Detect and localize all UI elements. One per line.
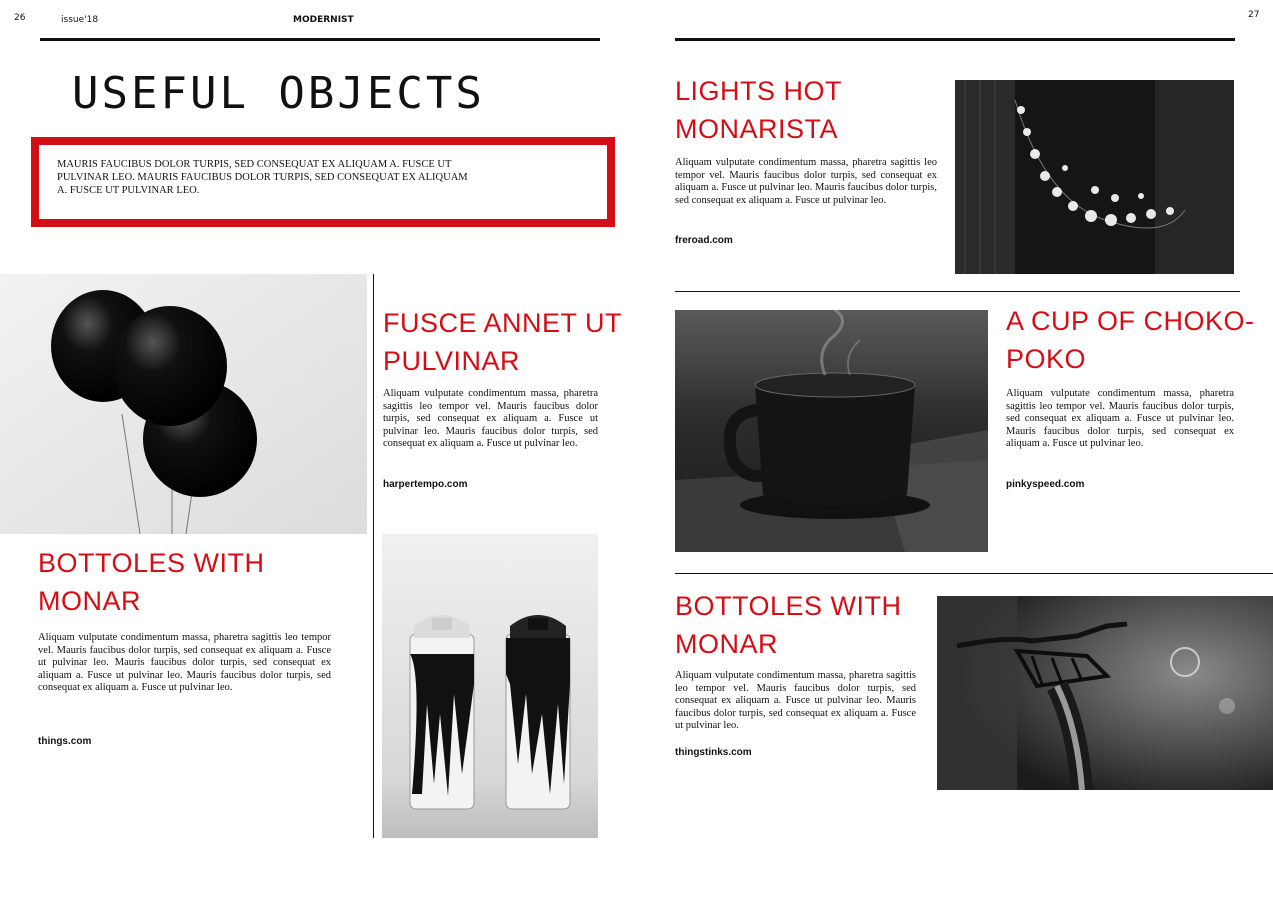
article-title-line1: FUSCE ANNET UT <box>383 308 623 338</box>
spray-cans-photo <box>382 534 598 838</box>
article-title-line1: A CUP OF CHOKO- <box>1006 306 1255 336</box>
article-site: freroad.com <box>675 235 733 246</box>
magazine-name: MODERNIST <box>293 15 354 25</box>
article-title-line2: POKO <box>1006 344 1087 374</box>
right-rule-2 <box>675 573 1273 574</box>
article-title-line2: MONARISTA <box>675 114 839 144</box>
article-title-line1: BOTTOLES WITH <box>38 548 265 578</box>
article-title-line2: PULVINAR <box>383 346 521 376</box>
article-body: Aliquam vulputate condimentum massa, pharetra sagittis leo tempor vel. Mauris faucibus dolor turpis, sed consequat ex aliquam a. Fusce ut pulvinar leo. Mauris faucibus dolor turpis, sed consequat ex aliquam a. Fusce ut pulvinar leo. <box>383 388 598 450</box>
article-site: thingstinks.com <box>675 747 752 758</box>
left-page-number: 26 <box>14 13 26 23</box>
intro-text: MAURIS FAUCIBUS DOLOR TURPIS, SED CONSEQUAT EX ALIQUAM A. FUSCE UT PULVINAR LEO. MAURIS FAUCIBUS DOLOR TURPIS, SED CONSEQUAT EX ALIQUAM A. FUSCE UT PULVINAR LEO. <box>57 159 468 196</box>
left-column-divider <box>373 274 374 838</box>
article-title-line1: BOTTOLES WITH <box>675 591 902 621</box>
issue-label: issue'18 <box>61 15 99 25</box>
bicycle-photo <box>937 596 1273 790</box>
string-lights-photo <box>955 80 1234 274</box>
article-body: Aliquam vulputate condimentum massa, pharetra sagittis leo tempor vel. Mauris faucibus dolor turpis, sed consequat ex aliquam a. Fusce ut pulvinar leo. Mauris faucibus dolor turpis, sed consequat ex aliquam a. Fusce ut pulvinar leo. Mauris faucibus dolor turpis, sed consequat ex aliquam a. Fusce ut pulvinar leo. <box>38 632 331 694</box>
right-rule-1 <box>675 291 1240 292</box>
coffee-cup-photo <box>675 310 988 552</box>
article-title <box>383 304 622 380</box>
article-title <box>675 587 902 663</box>
article-title <box>38 544 265 620</box>
article-site: things.com <box>38 736 92 747</box>
left-top-rule <box>40 38 600 41</box>
right-page-number: 27 <box>1248 10 1260 20</box>
article-body: Aliquam vulputate condimentum massa, pharetra sagittis leo tempor vel. Mauris faucibus dolor turpis, sed consequat ex aliquam a. Fusce ut pulvinar leo. Mauris faucibus dolor turpis, sed consequat ex aliquam a. Fusce ut pulvinar leo. <box>675 157 937 206</box>
article-title <box>1006 302 1255 378</box>
article-site: harpertempo.com <box>383 479 468 490</box>
page-title: USEFUL OBJECTS <box>72 68 485 119</box>
intro-box <box>31 137 615 227</box>
article-title <box>675 72 842 148</box>
article-body: Aliquam vulputate condimentum massa, pharetra sagittis leo tempor vel. Mauris faucibus dolor turpis, sed consequat ex aliquam a. Fusce ut pulvinar leo. Mauris faucibus dolor turpis, sed consequat ex aliquam a. Fusce ut pulvinar leo. <box>1006 388 1234 450</box>
article-body: Aliquam vulputate condimentum massa, pharetra sagittis leo tempor vel. Mauris faucibus dolor turpis, sed consequat ex aliquam a. Fusce ut pulvinar leo. Mauris faucibus dolor turpis, sed consequat ex aliquam a. Fusce ut pulvinar leo. <box>675 670 916 732</box>
right-top-rule <box>675 38 1235 41</box>
article-title-line2: MONAR <box>38 586 141 616</box>
article-title-line2: MONAR <box>675 629 778 659</box>
article-site: pinkyspeed.com <box>1006 479 1085 490</box>
article-title-line1: LIGHTS HOT <box>675 76 843 106</box>
balloons-photo <box>0 274 367 534</box>
